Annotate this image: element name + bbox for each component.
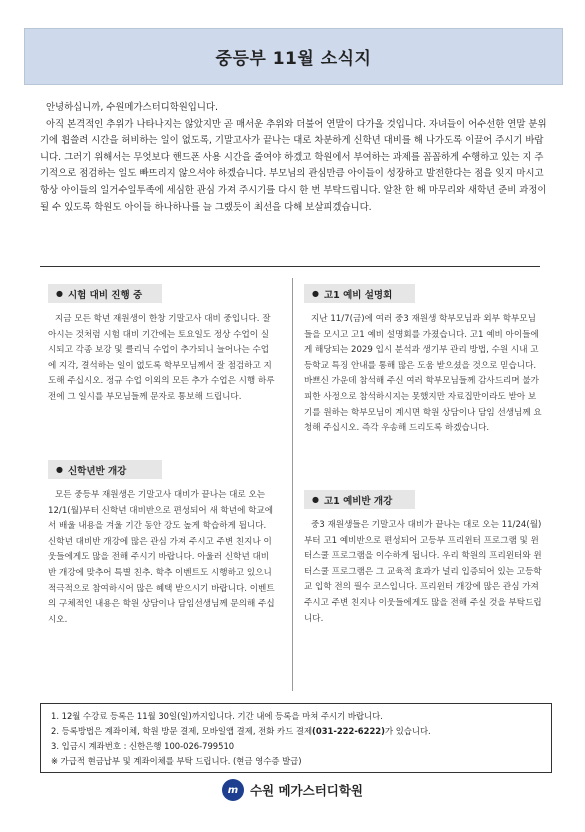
section-newclass-body: 모든 중등부 재원생은 기말고사 대비가 끝나는 대로 오는 12/1(월)부터 신학년 대비반으로 편성되어 새 학년에 학교에서 배울 내용을 겨울 기간 동안 강도 높게 학습하게 됩니다. 신학년 대비반 개강에 많은 관심 가져 주시고 주변 친지나 이웃들에게도 많을 전해 주시기 바랍니다. 아울러 신학년 대비반 개강에 맞추어 특별 친추. 학추 이벤트도 시행하고 있으니 적극적으로 참여하시어 많은 혜택 받으시기 바랍니다. 이벤트의 구체적인 내용은 학원 상담이나 담임선생님께 문의해 주십시오. xyxy=(48,490,275,625)
phone-number: (031-222-6222) xyxy=(312,726,385,736)
intro-greeting: 안녕하십니까, 수원메가스터디학원입니다. xyxy=(46,102,218,113)
section-exam-heading: ● 시험 대비 진행 중 xyxy=(48,284,162,303)
notice-line-2: 2. 등록방법은 계좌이체, 학원 방문 결제, 모바일앱 결제, 전화 카드 결제(031-222-6222)가 있습니다. xyxy=(51,726,431,736)
section-newclass-heading: ● 신학년반 개강 xyxy=(48,460,162,479)
notice-line-1: 1. 12월 수강료 등록은 11월 30일(일)까지입니다. 기간 내에 등록을 마쳐 주시기 바랍니다. xyxy=(51,711,383,721)
section-exam-body: 지금 모든 학년 재원생이 한창 기말고사 대비 중입니다. 잘 아시는 것처럼 시험 대비 기간에는 토요일도 정상 수업이 실시되고 각종 보강 및 클리닉 수업이 추가되니 늘어나는 수업에 지각, 결석하는 일이 없도록 학부모님께서 잘 점검하고 지도해 주십시오. 정규 수업 이외의 모든 추가 수업은 시행 하루 전에 그 일시를 부모님들께 문자로 통보해 드립니다. xyxy=(48,314,275,402)
bullet-icon: ● xyxy=(56,465,63,474)
section-prep-heading: ● 고1 예비반 개강 xyxy=(304,490,415,509)
notice-line-4: ※ 가급적 현금납부 및 계좌이체를 부탁 드립니다. (현금 영수증 발급) xyxy=(51,756,302,766)
intro-section xyxy=(40,100,550,216)
bullet-icon: ● xyxy=(312,289,319,298)
academy-logo-icon: m xyxy=(222,779,244,801)
newsletter-title: 중등부 11월 소식지 xyxy=(24,28,563,85)
column-divider xyxy=(292,278,293,691)
academy-name: 수원 메가스터디학원 xyxy=(249,783,364,798)
section-prep-body: 중3 재원생들은 기말고사 대비가 끝나는 대로 오는 11/24(월)부터 고1 예비반으로 편성되어 고등부 프리윈터 프로그램 및 윈터스쿨 프로그램을 이수하게 됩니다. 우리 학원의 프리윈터와 윈터스쿨 프로그램은 그 교육적 효과가 널리 입증되어 있는 고등학교 입학 전의 필수 코스입니다. 프리윈터 개강에 많은 관심 가져 주시고 주변 친지나 이웃들에게도 많을 전해 주실 것을 부탁드립니다. xyxy=(304,520,542,624)
divider-top xyxy=(40,266,540,267)
bullet-icon: ● xyxy=(56,289,63,298)
intro-body: 아직 본격적인 추위가 나타나지는 않았지만 곧 매서운 추위와 더불어 연말이 다가올 것입니다. 자녀들이 어수선한 연말 분위기에 휩쓸려 시간을 허비하는 일이 없도록, 기말고사가 끝나는 대로 차분하게 신학년 대비를 해 나가도록 이끌어 주시기 바랍니다. 그러기 위해서는 무엇보다 핸드폰 사용 시간을 줄여야 하겠고 학원에서 부여하는 과제를 꼼꼼하게 수행하고 있는 지 주기적으로 점검하는 일도 빠뜨리지 않으셔야 하겠습니다. 부모님의 관심만큼 아이들이 성장하고 발전한다는 점을 잊지 마시고 항상 아이들의 일거수일투족에 세심한 관심 가져 주시기를 다시 한 번 부탁드립니다. 알찬 한 해 마무리와 새학년 준비 과정이 될 수 있도록 학원도 아이들 하나하나를 늘 그랬듯이 최선을 다해 보살피겠습니다. xyxy=(40,118,547,213)
section-briefing-heading: ● 고1 예비 설명회 xyxy=(304,284,415,303)
academy-footer xyxy=(0,778,585,802)
payment-notice-box xyxy=(40,703,552,773)
bullet-icon: ● xyxy=(312,495,319,504)
section-briefing-body: 지난 11/7(금)에 여러 중3 재원생 학부모님과 외부 학부모님들을 모시고 고1 예비 설명회를 가졌습니다. 고1 예비 아이들에게 해당되는 2029 입시 분석과 생기부 관리 방법, 수원 시내 고등학교 특징 안내를 통해 많은 도움 받으셨을 것으로 믿습니다. 바쁘신 가운데 참석해 주신 여러 학부모님들께 감사드리며 불가피한 사정으로 참석하시지는 못했지만 자료집만이라도 받아 보기를 원하는 학부모님이 계시면 학원 상담이나 담임 선생님께 요청해 주십시오. 즉각 우송해 드리도록 하겠습니다. xyxy=(304,314,542,434)
notice-line-3: 3. 입금시 계좌번호 : 신한은행 100-026-799510 xyxy=(51,741,235,751)
